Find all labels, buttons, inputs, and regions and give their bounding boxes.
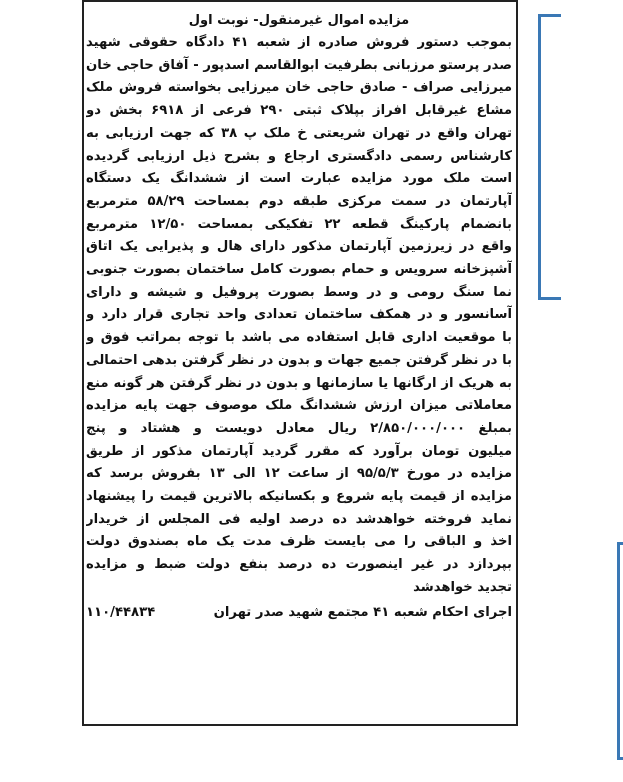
notice-line: میرزایی صراف - صادق حاجی خان میرزایی بخواسته فروش ملک bbox=[86, 80, 512, 96]
footer-code: ۱۱۰/۴۴۸۳۴ bbox=[86, 604, 156, 620]
notice-line: نما سنگ رومی و در وسط بصورت پروفیل و شیشه و دارای bbox=[86, 284, 512, 300]
notice-line: آسانسور و در همکف ساختمان تعدادی واحد تجاری قرار دارد و bbox=[86, 307, 512, 323]
footer-issuer: اجرای احکام شعبه ۴۱ مجتمع شهید صدر تهران bbox=[213, 604, 512, 620]
notice-title: مزایده اموال غیرمنقول- نوبت اول bbox=[188, 13, 410, 28]
notice-line: کارشناس رسمی دادگستری ارجاع و بشرح ذیل ارزیابی گردیده bbox=[86, 148, 512, 164]
auction-notice bbox=[86, 12, 512, 712]
right-bracket-decoration bbox=[617, 542, 623, 760]
notice-line: بموجب دستور فروش صادره از شعبه ۴۱ دادگاه حقوقی شهید bbox=[86, 35, 512, 50]
notice-line: با موقعیت اداری قابل استفاده می باشد با توجه بمراتب فوق و bbox=[86, 330, 512, 346]
notice-line: آشپزخانه سرویس و حمام بصورت کامل ساختمان بصورت جنوبی bbox=[86, 262, 512, 278]
notice-line: اخذ و الباقی را می بایست ظرف مدت یک ماه بصندوق دولت bbox=[86, 534, 512, 550]
notice-line: مزایده از قیمت پایه شروع و بکسانیکه بالاترین قیمت را پیشنهاد bbox=[86, 489, 512, 505]
notice-line: بانضمام پارکینگ قطعه ۲۲ تفکیکی بمساحت ۱۲/۵۰ مترمربع bbox=[86, 216, 512, 232]
notice-line: صدر پرستو مرزبانی بطرفیت ابوالقاسم اسدپور - آفاق حاجی خان bbox=[86, 57, 512, 73]
notice-line: تهران واقع در تهران شریعتی خ ملک پ ۳۸ که جهت ارزیابی به bbox=[86, 125, 512, 141]
notice-line: تجدید خواهدشد bbox=[413, 579, 512, 595]
notice-line: مزایده در مورخ ۹۵/۵/۳ از ساعت ۱۲ الی ۱۳ بفروش برسد که bbox=[86, 466, 512, 482]
notice-line: بمبلغ ۲/۸۵۰/۰۰۰/۰۰۰ ریال معادل دویست و هشتاد و پنج bbox=[86, 420, 512, 436]
notice-line: بپردازد در غیر اینصورت ده درصد بنفع دولت ضبط و مزایده bbox=[86, 557, 512, 573]
notice-line: آپارتمان در سمت مرکزی طبقه دوم بمساحت ۵۸/۲۹ مترمربع bbox=[86, 193, 512, 209]
notice-line: به هریک از ارگانها یا سازمانها و بدون در نظر گرفتن هر گونه منع bbox=[86, 375, 512, 391]
notice-line: مشاع غیرقابل افراز بپلاک ثبتی ۲۹۰ فرعی از ۶۹۱۸ بخش دو bbox=[86, 103, 512, 119]
notice-body bbox=[86, 32, 512, 600]
notice-line: با در نظر گرفتن جمیع جهات و بدون در نظر گرفتن بدهی احتمالی bbox=[86, 352, 512, 368]
notice-line: واقع در زیرزمین آپارتمان مذکور دارای هال و پذیرایی یک اتاق bbox=[86, 239, 512, 255]
notice-footer bbox=[86, 602, 512, 624]
notice-line: است ملک مورد مزایده عبارت است از ششدانگ یک دستگاه bbox=[86, 171, 512, 187]
notice-line: میلیون تومان برآورد که مقرر گردید آپارتمان مذکور از طریق bbox=[86, 443, 512, 459]
notice-line: نماید فروخته خواهدشد ده درصد اولیه فی المجلس از خریدار bbox=[86, 511, 512, 527]
left-bracket-decoration bbox=[538, 14, 561, 300]
notice-line: معاملاتی میزان ارزش ششدانگ ملک موصوف جهت پایه مزایده bbox=[86, 398, 512, 414]
